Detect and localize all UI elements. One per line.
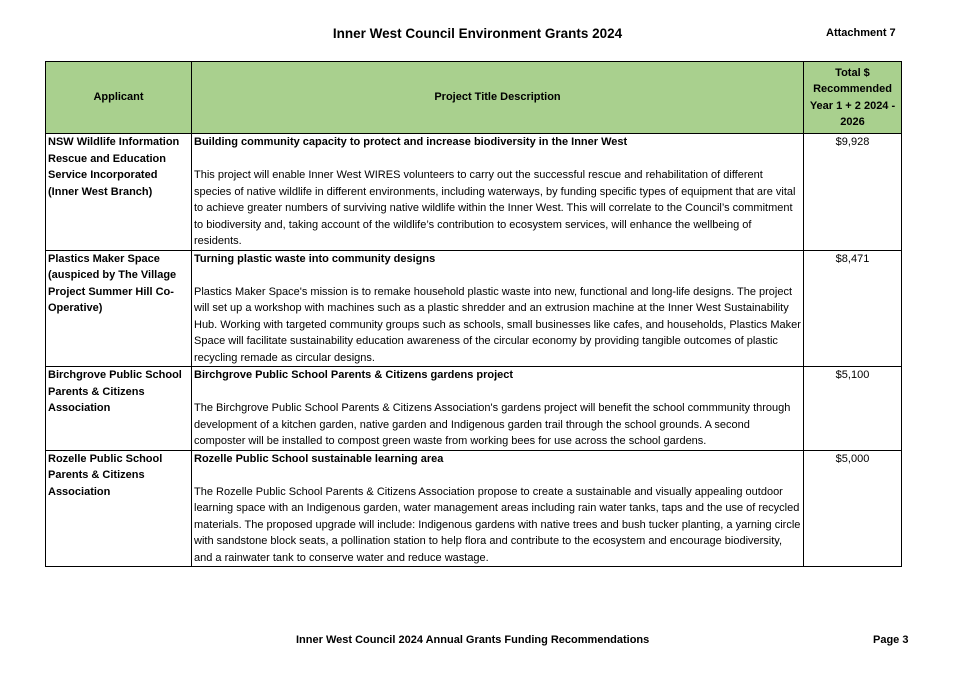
project-title: Turning plastic waste into community designs — [194, 252, 436, 265]
amount-cell: $9,928 — [804, 134, 902, 251]
amount-cell: $8,471 — [804, 250, 902, 367]
project-cell — [192, 134, 804, 251]
project-title: Rozelle Public School sustainable learning area — [194, 452, 444, 465]
table-row — [46, 134, 902, 251]
project-cell — [192, 250, 804, 367]
table-row — [46, 450, 902, 567]
grants-table — [45, 61, 902, 567]
applicant-cell: Plastics Maker Space (auspiced by The Village Project Summer Hill Co-Operative) — [46, 250, 192, 367]
project-description: This project will enable Inner West WIRES volunteers to carry out the successful rescue and rehabilitation of different species of native wildlife in different environments, including waterways, by funding specific types of equipment that are vital to achieve greater numbers of surviving native wildlife within the Inner West. This will correlate to the Council’s commitment to biodiversity and, taking account of the wildlife’s contribution to ecosystem services, will enhance the wellbeing of residents. — [194, 169, 796, 247]
project-description: The Birchgrove Public School Parents & Citizens Association's gardens project will benefit the school commmunity through development of a kitchen garden, native garden and Indigenous garden trail through the school grounds. A second composter will be installed to compost green waste from working bees for use across the school gardens. — [194, 402, 791, 447]
applicant-cell: Rozelle Public School Parents & Citizens Association — [46, 450, 192, 567]
column-header-project: Project Title Description — [192, 62, 804, 134]
project-title: Birchgrove Public School Parents & Citizens gardens project — [194, 369, 514, 381]
amount-cell: $5,100 — [804, 367, 902, 451]
project-title: Building community capacity to protect and increase biodiversity in the Inner West — [194, 136, 628, 148]
table-row — [46, 367, 902, 451]
table-row — [46, 250, 902, 367]
project-cell — [192, 450, 804, 567]
amount-cell: $5,000 — [804, 450, 902, 567]
column-header-total: Total $ Recommended Year 1 + 2 2024 - 2026 — [804, 62, 902, 134]
applicant-cell: Birchgrove Public School Parents & Citizens Association — [46, 367, 192, 451]
project-description: The Rozelle Public School Parents & Citizens Association propose to create a sustainable and visually appealing outdoor learning space with an Indigenous garden, water management areas including rain water tanks, taps and the use of recycled materials. The proposed upgrade will include: Indigenous gardens with native trees and bush tucker planting, a yarning circle with sandstone block seats, a pollination station to help flora and contribute to the ecosystem and encourage biodiversity, and a rainwater tank to conserve water and reduce wastage. — [194, 485, 801, 564]
footer-text: Inner West Council 2024 Annual Grants Funding Recommendations — [296, 634, 650, 646]
page-title: Inner West Council Environment Grants 2024 — [332, 26, 623, 41]
attachment-label: Attachment 7 — [826, 27, 896, 39]
page-number: Page 3 — [873, 634, 909, 646]
project-description: Plastics Maker Space's mission is to remake household plastic waste into new, functional and long-life designs. The project will set up a workshop with machines such as a plastic shredder and an extrusion machine at the Inner West Sustainability Hub. Working with targeted community groups such as schools, small businesses like cafes, and households, Plastics Maker Space will facilitate sustainability education awareness of the circular economy by providing tangible outcomes of plastic recycling remade as circular designs. — [194, 285, 801, 364]
column-header-applicant: Applicant — [46, 62, 192, 134]
applicant-cell: NSW Wildlife Information Rescue and Education Service Incorporated (Inner West Branch) — [46, 134, 192, 251]
table-header-row — [46, 62, 902, 134]
project-cell — [192, 367, 804, 451]
